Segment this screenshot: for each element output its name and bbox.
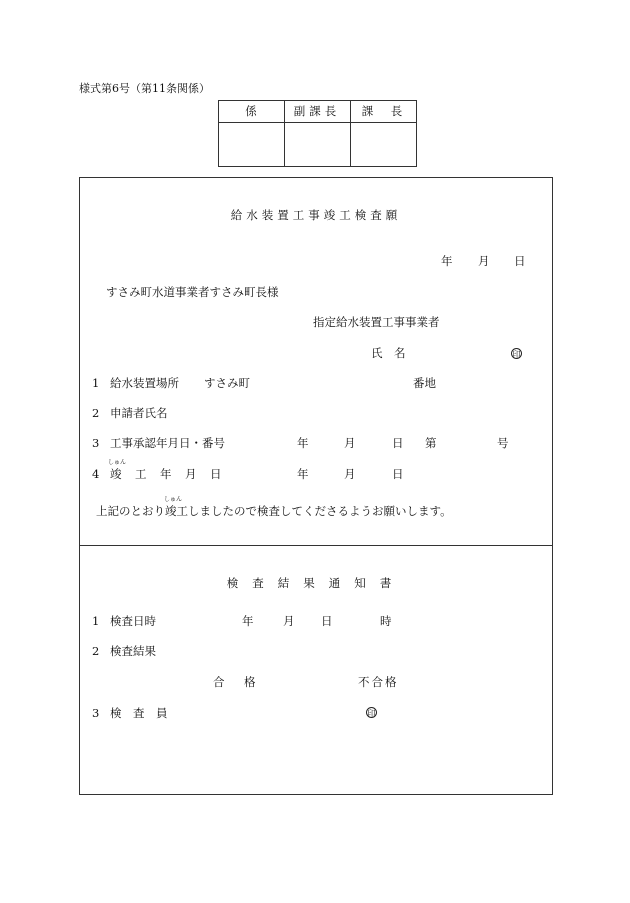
approval-header-staff: 係 <box>245 104 257 118</box>
request-sentence: 上記のとおり竣工しましたので検査してくださるようお願いします。 <box>96 504 452 518</box>
result-title: 検査結果通知書 <box>226 576 406 590</box>
result-item3-label: 検 査 員 <box>110 706 168 720</box>
result-item1-day: 日 <box>321 614 333 628</box>
addressee: すさみ町水道事業者すさみ町長様 <box>106 285 279 299</box>
form-number: 様式第6号（第11条関係） <box>79 82 210 95</box>
approval-header-chief: 課 長 <box>361 104 406 118</box>
inspector-seal-icon: 印 <box>367 709 376 718</box>
item2-label: 申請者氏名 <box>110 406 168 420</box>
date-year: 年 <box>441 254 453 268</box>
item3-number: 3 <box>92 436 100 450</box>
item4-number: 4 <box>92 467 100 481</box>
item3-go: 号 <box>497 436 509 450</box>
item4-ruby: しゅん <box>108 459 127 466</box>
item3-year: 年 <box>297 436 309 450</box>
section-divider <box>79 545 553 546</box>
approval-header-deputy-chief: 副課長 <box>293 104 341 118</box>
result-fail: 不合格 <box>358 675 399 689</box>
item1-town: すさみ町 <box>204 376 250 390</box>
item4-label: 竣 工 年 月 日 <box>110 467 223 481</box>
item4-day: 日 <box>392 467 404 481</box>
result-item2-label: 検査結果 <box>110 644 156 658</box>
applicant-label: 指定給水装置工事事業者 <box>313 315 440 329</box>
result-item1-month: 月 <box>283 614 295 628</box>
result-item3-number: 3 <box>92 706 100 720</box>
request-ruby: しゅん <box>164 496 183 503</box>
seal-icon: 印 <box>512 350 521 359</box>
result-item1-hour: 時 <box>380 614 392 628</box>
form-frame <box>79 177 553 795</box>
result-item1-number: 1 <box>92 614 100 628</box>
date-month: 月 <box>478 254 490 268</box>
result-pass: 合 格 <box>213 675 260 689</box>
result-item2-number: 2 <box>92 644 100 658</box>
item3-label: 工事承認年月日・番号 <box>110 436 225 450</box>
result-item1-label: 検査日時 <box>110 614 156 628</box>
item1-number: 1 <box>92 376 100 390</box>
item4-month: 月 <box>344 467 356 481</box>
name-label: 氏 名 <box>371 346 406 360</box>
date-day: 日 <box>514 254 526 268</box>
item3-month: 月 <box>344 436 356 450</box>
application-title: 給水装置工事竣工検査願 <box>230 208 402 222</box>
result-item1-year: 年 <box>242 614 254 628</box>
item1-suffix: 番地 <box>413 376 436 390</box>
item3-dai: 第 <box>425 436 437 450</box>
item4-year: 年 <box>297 467 309 481</box>
item1-label: 給水装置場所 <box>110 376 179 390</box>
item2-number: 2 <box>92 406 100 420</box>
item3-day: 日 <box>392 436 404 450</box>
